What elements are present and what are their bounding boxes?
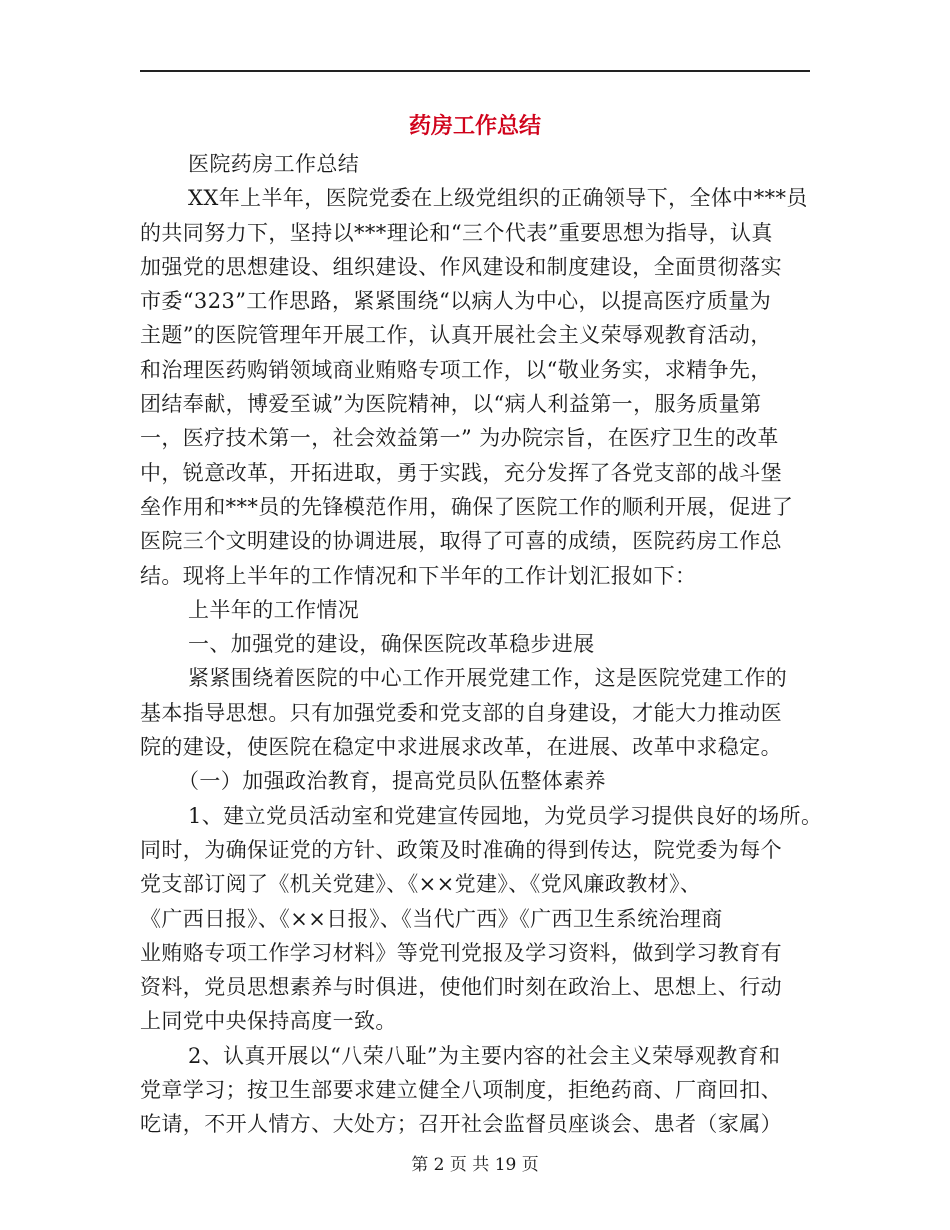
text-line: 医院药房工作总结 — [188, 152, 360, 176]
page-number: 第 2 页 共 19 页 — [411, 1155, 539, 1175]
text-line: 1、建立党员活动室和党建宣传园地，为党员学习提供良好的场所。 — [188, 803, 823, 828]
text-line: XX年上半年，医院党委在上级党组织的正确领导下，全体中***员 — [188, 186, 808, 211]
text-line: 院的建设，使医院在稳定中求进展求改革，在进展、改革中求稳定。 — [140, 735, 782, 760]
text-line: 主题”的医院管理年开展工作，认真开展社会主义荣辱观教育活动， — [140, 323, 772, 348]
text-line: 市委“323”工作思路，紧紧围绕“以病人为中心，以提高医疗质量为 — [140, 289, 772, 314]
text-line: 一，医疗技术第一，社会效益第一” 为办院宗旨，在医疗卫生的改革 — [140, 426, 779, 451]
document-body — [140, 147, 830, 1142]
text-line: 结。现将上半年的工作情况和下半年的工作计划汇报如下： — [140, 563, 697, 588]
text-line: 紧紧围绕着医院的中心工作开展党建工作，这是医院党建工作的 — [188, 666, 788, 691]
text-line: 2、认真开展以“八荣八耻”为主要内容的社会主义荣辱观教育和 — [188, 1043, 781, 1068]
text-line: 加强党的思想建设、组织建设、作风建设和制度建设，全面贯彻落实 — [140, 254, 782, 279]
text-line: 上半年的工作情况 — [188, 597, 360, 622]
text-line: 一、加强党的建设，确保医院改革稳步进展 — [188, 632, 595, 657]
text-line: 上同党中央保持高度一致。 — [140, 1009, 397, 1034]
text-line: 的共同努力下，坚持以***理论和“三个代表”重要思想为指导，认真 — [140, 220, 773, 245]
text-line: 党支部订阅了《机关党建》、《××党建》、《党风廉政教材》、 — [140, 872, 702, 897]
text-line: 垒作用和***员的先锋模范作用，确保了医院工作的顺利开展，促进了 — [140, 494, 794, 519]
text-line: 同时，为确保证党的方针、政策及时准确的得到传达，院党委为每个 — [140, 837, 782, 862]
header-rule — [140, 70, 810, 72]
text-line: 中，锐意改革，开拓进取，勇于实践，充分发挥了各党支部的战斗堡 — [140, 460, 782, 485]
text-line: （一）加强政治教育，提高党员队伍整体素养 — [178, 769, 606, 794]
text-line: 党章学习；按卫生部要求建立健全八项制度，拒绝药商、厂商回扣、 — [140, 1078, 782, 1103]
text-line: 资料，党员思想素养与时俱进，使他们时刻在政治上、思想上、行动 — [140, 975, 782, 1000]
text-line: 《广西日报》、《××日报》、《当代广西》《广西卫生系统治理商 — [140, 906, 723, 931]
text-line: 吃请，不开人情方、大处方；召开社会监督员座谈会、患者（家属） — [140, 1112, 782, 1137]
text-line: 业贿赂专项工作学习材料》等党刊党报及学习资料，做到学习教育有 — [140, 940, 782, 965]
text-line: 团结奉献，博爱至诚”为医院精神，以“病人利益第一，服务质量第 — [140, 392, 762, 417]
text-line: 基本指导思想。只有加强党委和党支部的自身建设，才能大力推动医 — [140, 700, 782, 725]
document-title: 药房工作总结 — [408, 113, 541, 139]
text-line: 和治理医药购销领域商业贿赂专项工作，以“敬业务实，求精争先， — [140, 357, 772, 382]
text-line: 医院三个文明建设的协调进展，取得了可喜的成绩，医院药房工作总 — [140, 529, 782, 554]
